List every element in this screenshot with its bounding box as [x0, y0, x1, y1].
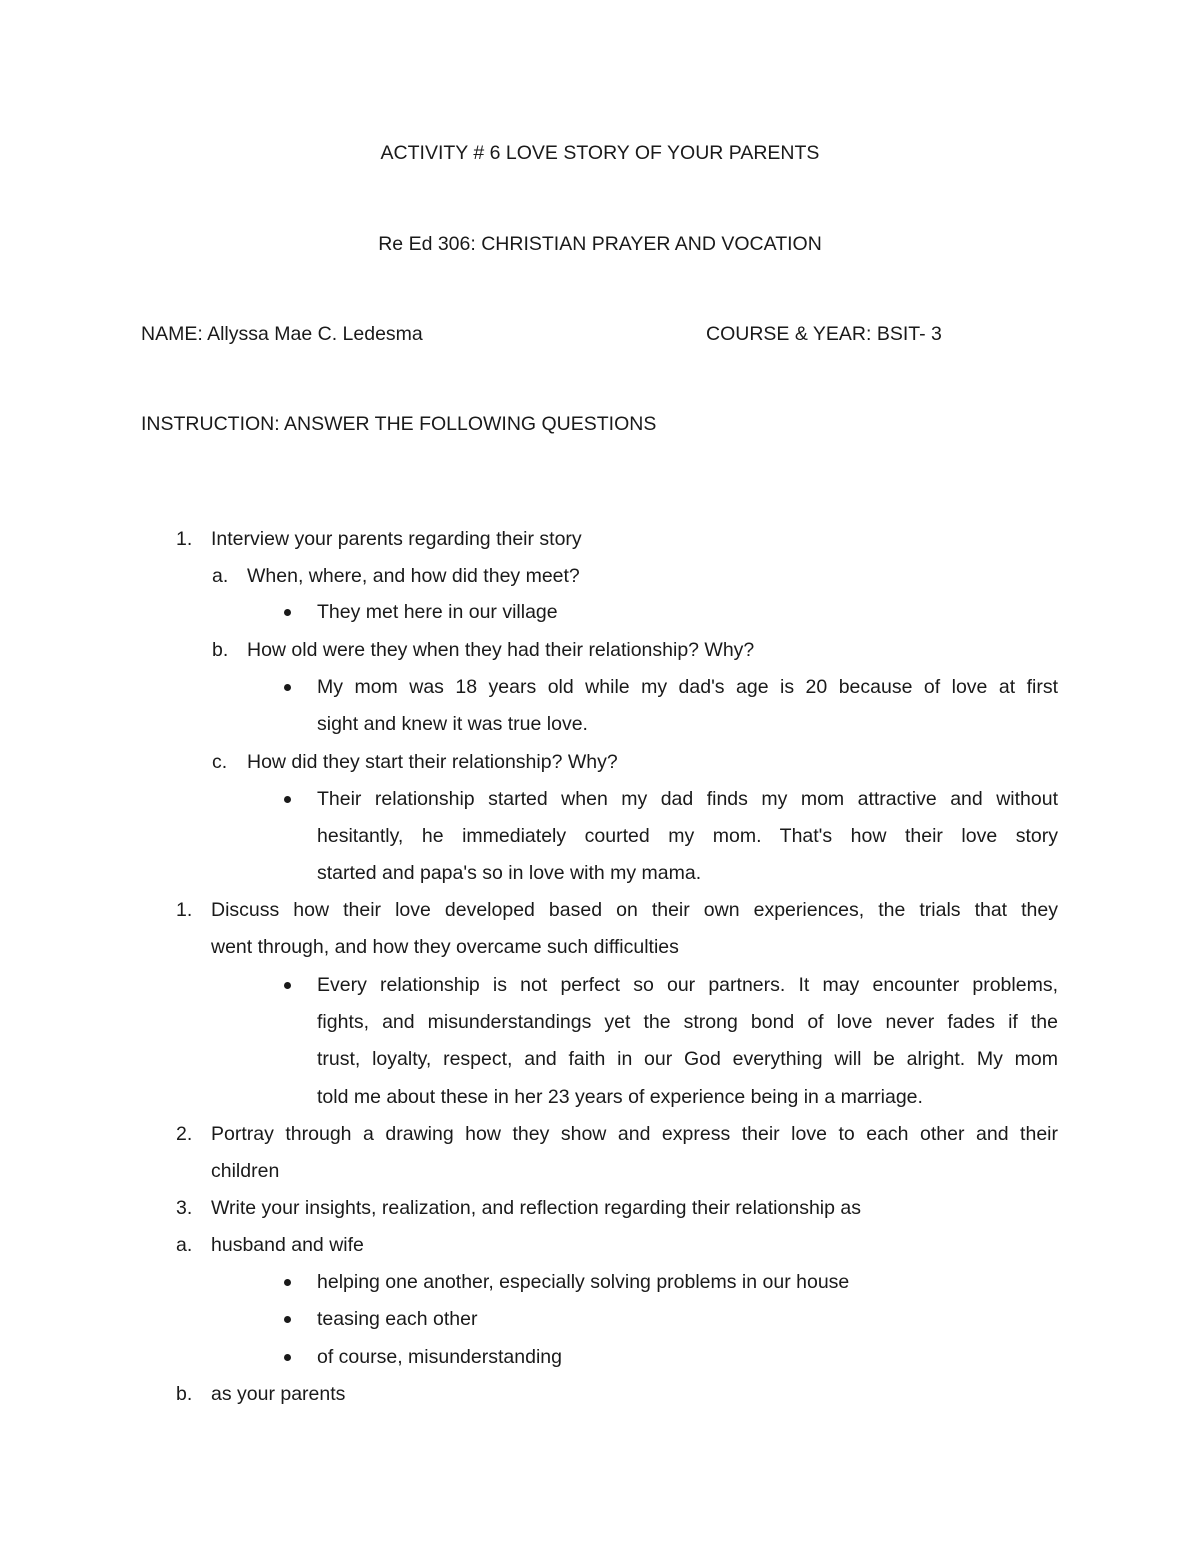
activity-title: ACTIVITY # 6 LOVE STORY OF YOUR PARENTS: [380, 142, 820, 164]
bullet-icon: [284, 982, 291, 989]
answer-line: They met here in our village: [317, 601, 558, 623]
sub-question: as your parents: [211, 1383, 346, 1405]
answer-line: teasing each other: [317, 1308, 478, 1330]
list-number: 3.: [176, 1197, 193, 1219]
bullet-icon: [284, 684, 291, 691]
list-number: 1.: [176, 528, 193, 550]
bullet-icon: [284, 1279, 291, 1286]
answer-line: hesitantly, he immediately courted my mom. That's how their love story: [317, 825, 1058, 847]
answer-line: fights, and misunderstandings yet the strong bond of love never fades if the: [317, 1011, 1058, 1033]
bullet-icon: [284, 796, 291, 803]
question-text: Discuss how their love developed based on their own experiences, the trials that they: [211, 899, 1058, 921]
instruction: INSTRUCTION: ANSWER THE FOLLOWING QUESTIONS: [141, 413, 657, 435]
bullet-icon: [284, 1354, 291, 1361]
course-year: COURSE & YEAR: BSIT- 3: [706, 323, 942, 345]
answer-line: Every relationship is not perfect so our partners. It may encounter problems,: [317, 974, 1058, 996]
list-number: 2.: [176, 1123, 193, 1145]
answer-line: sight and knew it was true love.: [317, 713, 588, 735]
answer-line: trust, loyalty, respect, and faith in our God everything will be alright. My mom: [317, 1048, 1058, 1070]
answer-line: Their relationship started when my dad finds my mom attractive and without: [317, 788, 1058, 810]
question-text: went through, and how they overcame such difficulties: [211, 936, 679, 958]
list-letter: a.: [212, 565, 229, 587]
list-letter: b.: [176, 1383, 193, 1405]
question-text: Portray through a drawing how they show and express their love to each other and their: [211, 1123, 1058, 1145]
sub-question: How old were they when they had their relationship? Why?: [247, 639, 755, 661]
course-subject: Re Ed 306: CHRISTIAN PRAYER AND VOCATION: [378, 233, 822, 255]
list-letter: a.: [176, 1234, 193, 1256]
list-letter: c.: [212, 751, 228, 773]
answer-line: told me about these in her 23 years of experience being in a marriage.: [317, 1086, 923, 1108]
list-number: 1.: [176, 899, 193, 921]
question-text: Write your insights, realization, and reflection regarding their relationship as: [211, 1197, 861, 1219]
question-text: Interview your parents regarding their story: [211, 528, 582, 550]
student-name: NAME: Allyssa Mae C. Ledesma: [141, 323, 423, 345]
list-letter: b.: [212, 639, 229, 661]
sub-question: How did they start their relationship? Why?: [247, 751, 618, 773]
bullet-icon: [284, 609, 291, 616]
answer-line: My mom was 18 years old while my dad's age is 20 because of love at first: [317, 676, 1058, 698]
answer-line: helping one another, especially solving problems in our house: [317, 1271, 850, 1293]
bullet-icon: [284, 1316, 291, 1323]
sub-question: When, where, and how did they meet?: [247, 565, 580, 587]
sub-question: husband and wife: [211, 1234, 364, 1256]
answer-line: started and papa's so in love with my mama.: [317, 862, 702, 884]
answer-line: of course, misunderstanding: [317, 1346, 562, 1368]
question-text: children: [211, 1160, 280, 1182]
